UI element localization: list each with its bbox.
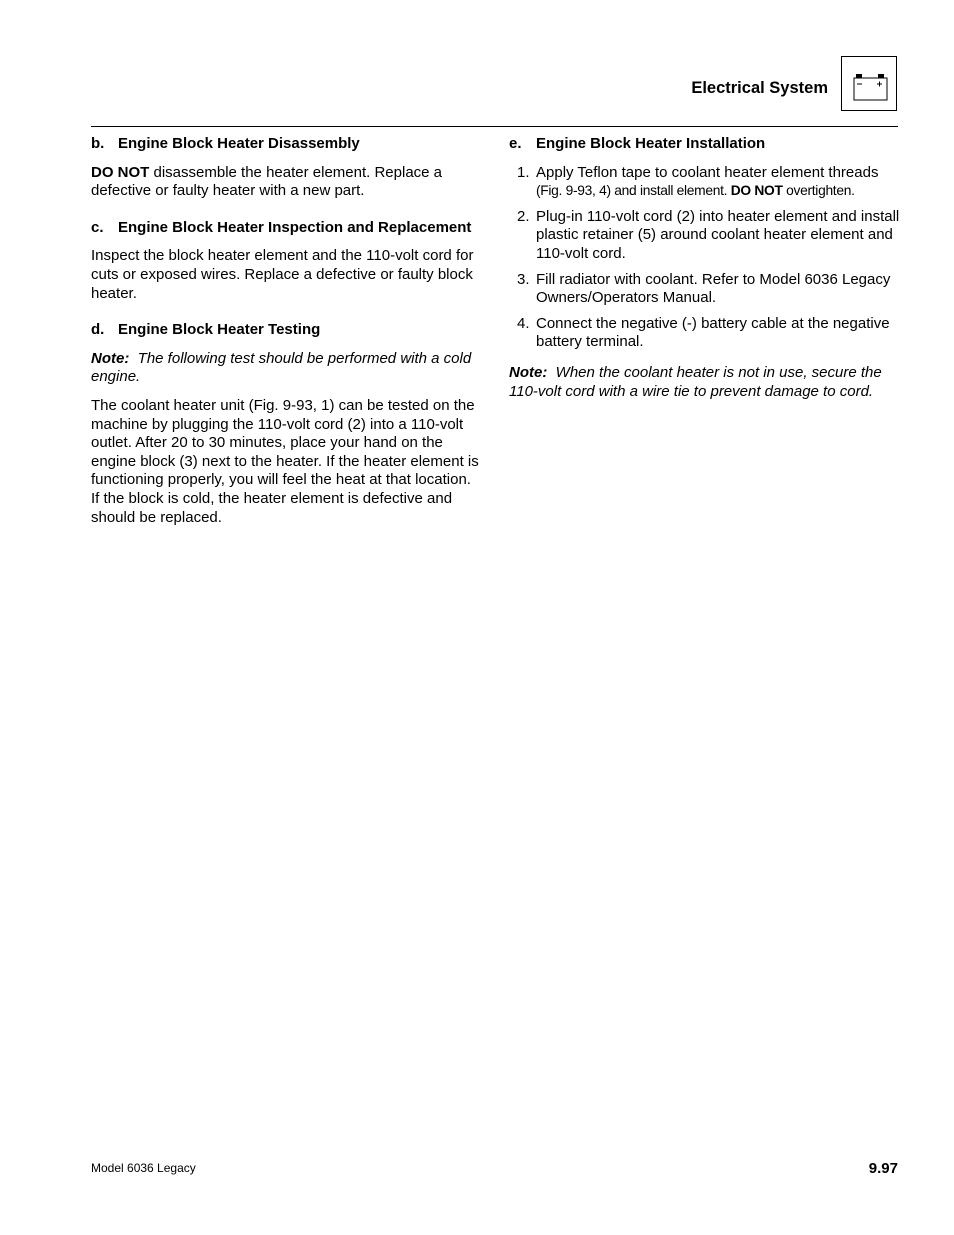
step-text-continued: (Fig. 9-93, 4) and install element. — [536, 183, 731, 199]
step-number: 1. — [517, 163, 530, 181]
section-b-title: Engine Block Heater Disassembly — [118, 135, 360, 152]
list-item — [509, 208, 901, 264]
section-c-body: Inspect the block heater element and the 110-volt cord for cuts or exposed wires. Replace a defective or faulty block heater. — [91, 247, 474, 302]
step-text: Fill radiator with coolant. Refer to Model 6036 Legacy Owners/Operators Manual. — [536, 270, 891, 307]
battery-icon — [841, 56, 897, 111]
section-e-title: Engine Block Heater Installation — [536, 135, 766, 152]
note-label: Note: — [91, 349, 130, 367]
step-text: Plug-in 110-volt cord (2) into heater element and install plastic retainer (5) around coolant heater element and 110-volt cord. — [536, 207, 900, 262]
step-text: Apply Teflon tape to coolant heater element threads — [536, 163, 879, 181]
do-not-emphasis: DO NOT — [91, 163, 150, 181]
step-number: 2. — [517, 207, 530, 225]
section-e-heading — [509, 135, 901, 154]
left-column — [91, 135, 483, 527]
note-text: The following test should be performed with a cold engine. — [91, 349, 472, 386]
section-b-label: b. — [91, 135, 105, 152]
section-b-heading — [91, 135, 483, 154]
list-item — [509, 315, 901, 352]
step-number: 4. — [517, 314, 530, 332]
list-item — [509, 271, 901, 308]
step-text-end: overtighten. — [782, 183, 855, 199]
header-rule — [91, 126, 898, 127]
section-c-title: Engine Block Heater Inspection and Replacement — [118, 218, 472, 236]
section-d-note — [91, 350, 483, 387]
section-b-text: disassemble the heater element. Replace a defective or faulty heater with a new part. — [91, 163, 443, 200]
section-e-label: e. — [509, 135, 522, 152]
page-number: 9.97 — [868, 1160, 898, 1177]
list-item — [509, 164, 901, 201]
section-d-heading — [91, 321, 483, 340]
step-text: Connect the negative (-) battery cable at the negative battery terminal. — [536, 314, 890, 351]
section-b-body — [91, 164, 483, 201]
installation-steps — [509, 164, 901, 352]
step-number: 3. — [517, 270, 530, 288]
section-d-title: Engine Block Heater Testing — [118, 321, 321, 339]
do-not-emphasis: DO NOT — [730, 183, 783, 199]
note-label: Note: — [509, 363, 548, 381]
section-d-body: The coolant heater unit (Fig. 9-93, 1) can be tested on the machine by plugging the 110-volt cord (2) into a 110-volt outlet. After 20 to 30 minutes, place your hand on the engine block (3) next to the heater. If the heater element is functioning properly, you will feel the heat at that location. If the block is cold, the heater element is defective and should be replaced. — [91, 396, 479, 526]
footer-model: Model 6036 Legacy — [91, 1161, 196, 1175]
section-d-label: d. — [91, 321, 105, 339]
section-c-heading — [91, 219, 483, 238]
right-column — [509, 135, 901, 401]
section-c-label: c. — [91, 218, 104, 236]
section-title: Electrical System — [691, 79, 828, 97]
installation-note — [509, 364, 901, 401]
note-text: When the coolant heater is not in use, secure the 110-volt cord with a wire tie to prevent damage to cord. — [509, 363, 882, 400]
